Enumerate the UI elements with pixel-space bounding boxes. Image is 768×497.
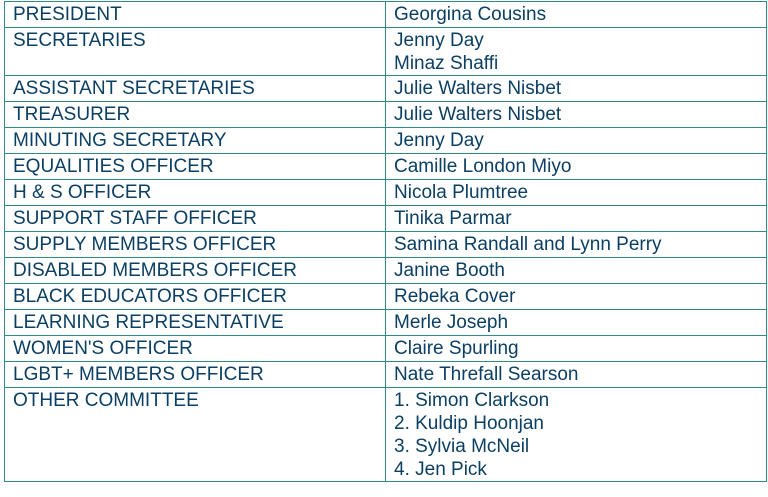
names-cell: [386, 336, 767, 362]
role-cell: MINUTING SECRETARY: [5, 128, 386, 154]
table-row: [5, 232, 767, 258]
names-cell: [386, 28, 767, 76]
role-cell: TREASURER: [5, 102, 386, 128]
name-line: 4. Jen Pick: [394, 459, 487, 480]
name-line: Nate Threfall Searson: [394, 364, 579, 385]
name-line: Julie Walters Nisbet: [394, 78, 562, 99]
role-cell: WOMEN'S OFFICER: [5, 336, 386, 362]
role-cell: ASSISTANT SECRETARIES: [5, 76, 386, 102]
role-cell: SUPPLY MEMBERS OFFICER: [5, 232, 386, 258]
names-cell: [386, 128, 767, 154]
names-cell: [386, 76, 767, 102]
role-cell: SUPPORT STAFF OFFICER: [5, 206, 386, 232]
names-cell: [386, 310, 767, 336]
table-row: [5, 310, 767, 336]
officers-table: [4, 1, 767, 482]
table-row: [5, 28, 767, 76]
table-row: [5, 206, 767, 232]
role-cell: DISABLED MEMBERS OFFICER: [5, 258, 386, 284]
names-cell: [386, 206, 767, 232]
name-line: Jenny Day: [394, 130, 484, 151]
table-row: [5, 76, 767, 102]
role-cell: H & S OFFICER: [5, 180, 386, 206]
name-line: 2. Kuldip Hoonjan: [394, 413, 544, 434]
table-row: [5, 2, 767, 28]
name-line: Tinika Parmar: [394, 208, 512, 229]
table-row: [5, 336, 767, 362]
name-line: Jenny Day: [394, 30, 484, 51]
name-line: 1. Simon Clarkson: [394, 390, 550, 411]
names-cell: [386, 102, 767, 128]
name-line: Georgina Cousins: [394, 4, 547, 25]
officers-table-body: [5, 2, 767, 482]
name-line: 3. Sylvia McNeil: [394, 436, 530, 457]
table-row: [5, 154, 767, 180]
names-cell: [386, 232, 767, 258]
table-row: [5, 284, 767, 310]
name-line: Camille London Miyo: [394, 156, 572, 177]
name-line: Claire Spurling: [394, 338, 519, 359]
names-cell: [386, 388, 767, 482]
table-row: [5, 258, 767, 284]
name-line: Julie Walters Nisbet: [394, 104, 562, 125]
names-cell: [386, 258, 767, 284]
table-row: [5, 102, 767, 128]
name-line: Nicola Plumtree: [394, 182, 529, 203]
role-cell: BLACK EDUCATORS OFFICER: [5, 284, 386, 310]
names-cell: [386, 154, 767, 180]
role-cell: LGBT+ MEMBERS OFFICER: [5, 362, 386, 388]
role-cell: EQUALITIES OFFICER: [5, 154, 386, 180]
role-cell: SECRETARIES: [5, 28, 386, 76]
name-line: Rebeka Cover: [394, 286, 516, 307]
name-line: Minaz Shaffi: [394, 53, 499, 74]
name-line: Janine Booth: [394, 260, 505, 281]
name-line: Samina Randall and Lynn Perry: [394, 234, 662, 255]
table-row: [5, 388, 767, 482]
table-row: [5, 180, 767, 206]
names-cell: [386, 362, 767, 388]
table-row: [5, 362, 767, 388]
role-cell: OTHER COMMITTEE: [5, 388, 386, 482]
names-cell: [386, 180, 767, 206]
names-cell: [386, 284, 767, 310]
names-cell: [386, 2, 767, 28]
table-row: [5, 128, 767, 154]
name-line: Merle Joseph: [394, 312, 509, 333]
role-cell: LEARNING REPRESENTATIVE: [5, 310, 386, 336]
role-cell: PRESIDENT: [5, 2, 386, 28]
